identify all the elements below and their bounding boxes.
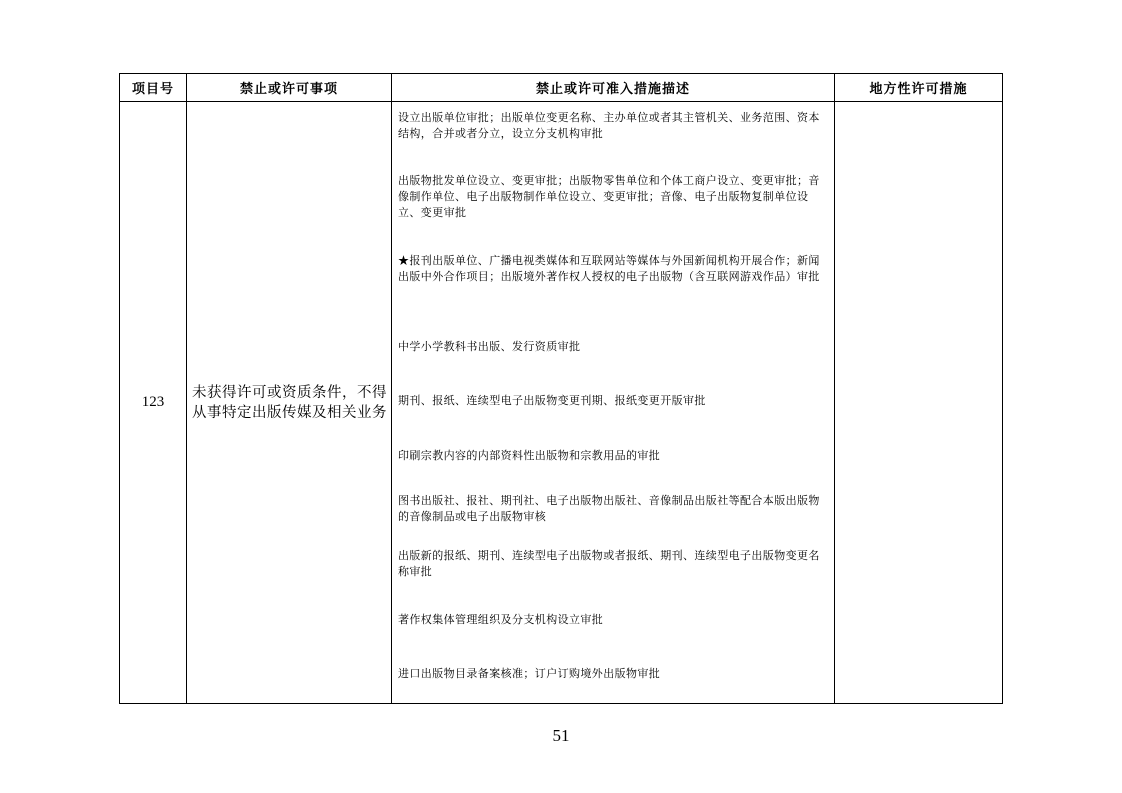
measure-item: 印刷宗教内容的内部资料性出版物和宗教用品的审批	[398, 449, 661, 462]
table-header-row	[120, 74, 1003, 102]
header-prohibited-item: 禁止或许可事项	[187, 74, 392, 102]
header-item-number: 项目号	[120, 74, 187, 102]
measure-item: 中学小学教科书出版、发行资质审批	[398, 340, 581, 353]
measure-item: 出版新的报纸、期刊、连续型电子出版物或者报纸、期刊、连续型电子出版物变更名称审批	[398, 549, 820, 578]
measure-description-cell	[392, 102, 835, 704]
measure-item: 图书出版社、报社、期刊社、电子出版物出版社、音像制品出版社等配合本版出版物的音像制品或电子出版物审核	[398, 494, 820, 523]
measure-item: 设立出版单位审批；出版单位变更名称、主办单位或者其主管机关、业务范围、资本结构，合并或者分立，设立分支机构审批	[398, 111, 820, 140]
header-local-measures: 地方性许可措施	[835, 74, 1003, 102]
local-measures-cell	[835, 102, 1003, 704]
measure-item: 期刊、报纸、连续型电子出版物变更刊期、报纸变更开版审批	[398, 394, 706, 407]
item-number-cell: 123	[120, 102, 187, 704]
prohibited-item-cell: 未获得许可或资质条件，不得从事特定出版传媒及相关业务	[187, 102, 392, 704]
table-row	[120, 102, 1003, 704]
page-number: 51	[552, 726, 570, 745]
measure-item: 著作权集体管理组织及分支机构设立审批	[398, 613, 604, 626]
measure-item: 出版物批发单位设立、变更审批；出版物零售单位和个体工商户设立、变更审批；音像制作单位、电子出版物制作单位设立、变更审批；音像、电子出版物复制单位设立、变更审批	[398, 174, 820, 219]
measure-item: ★报刊出版单位、广播电视类媒体和互联网站等媒体与外国新闻机构开展合作；新闻出版中外合作项目；出版境外著作权人授权的电子出版物（含互联网游戏作品）审批	[398, 254, 820, 283]
header-measure-description: 禁止或许可准入措施描述	[392, 74, 835, 102]
measure-item: 进口出版物目录备案核准；订户订购境外出版物审批	[398, 667, 661, 680]
measures-table	[119, 73, 1003, 704]
